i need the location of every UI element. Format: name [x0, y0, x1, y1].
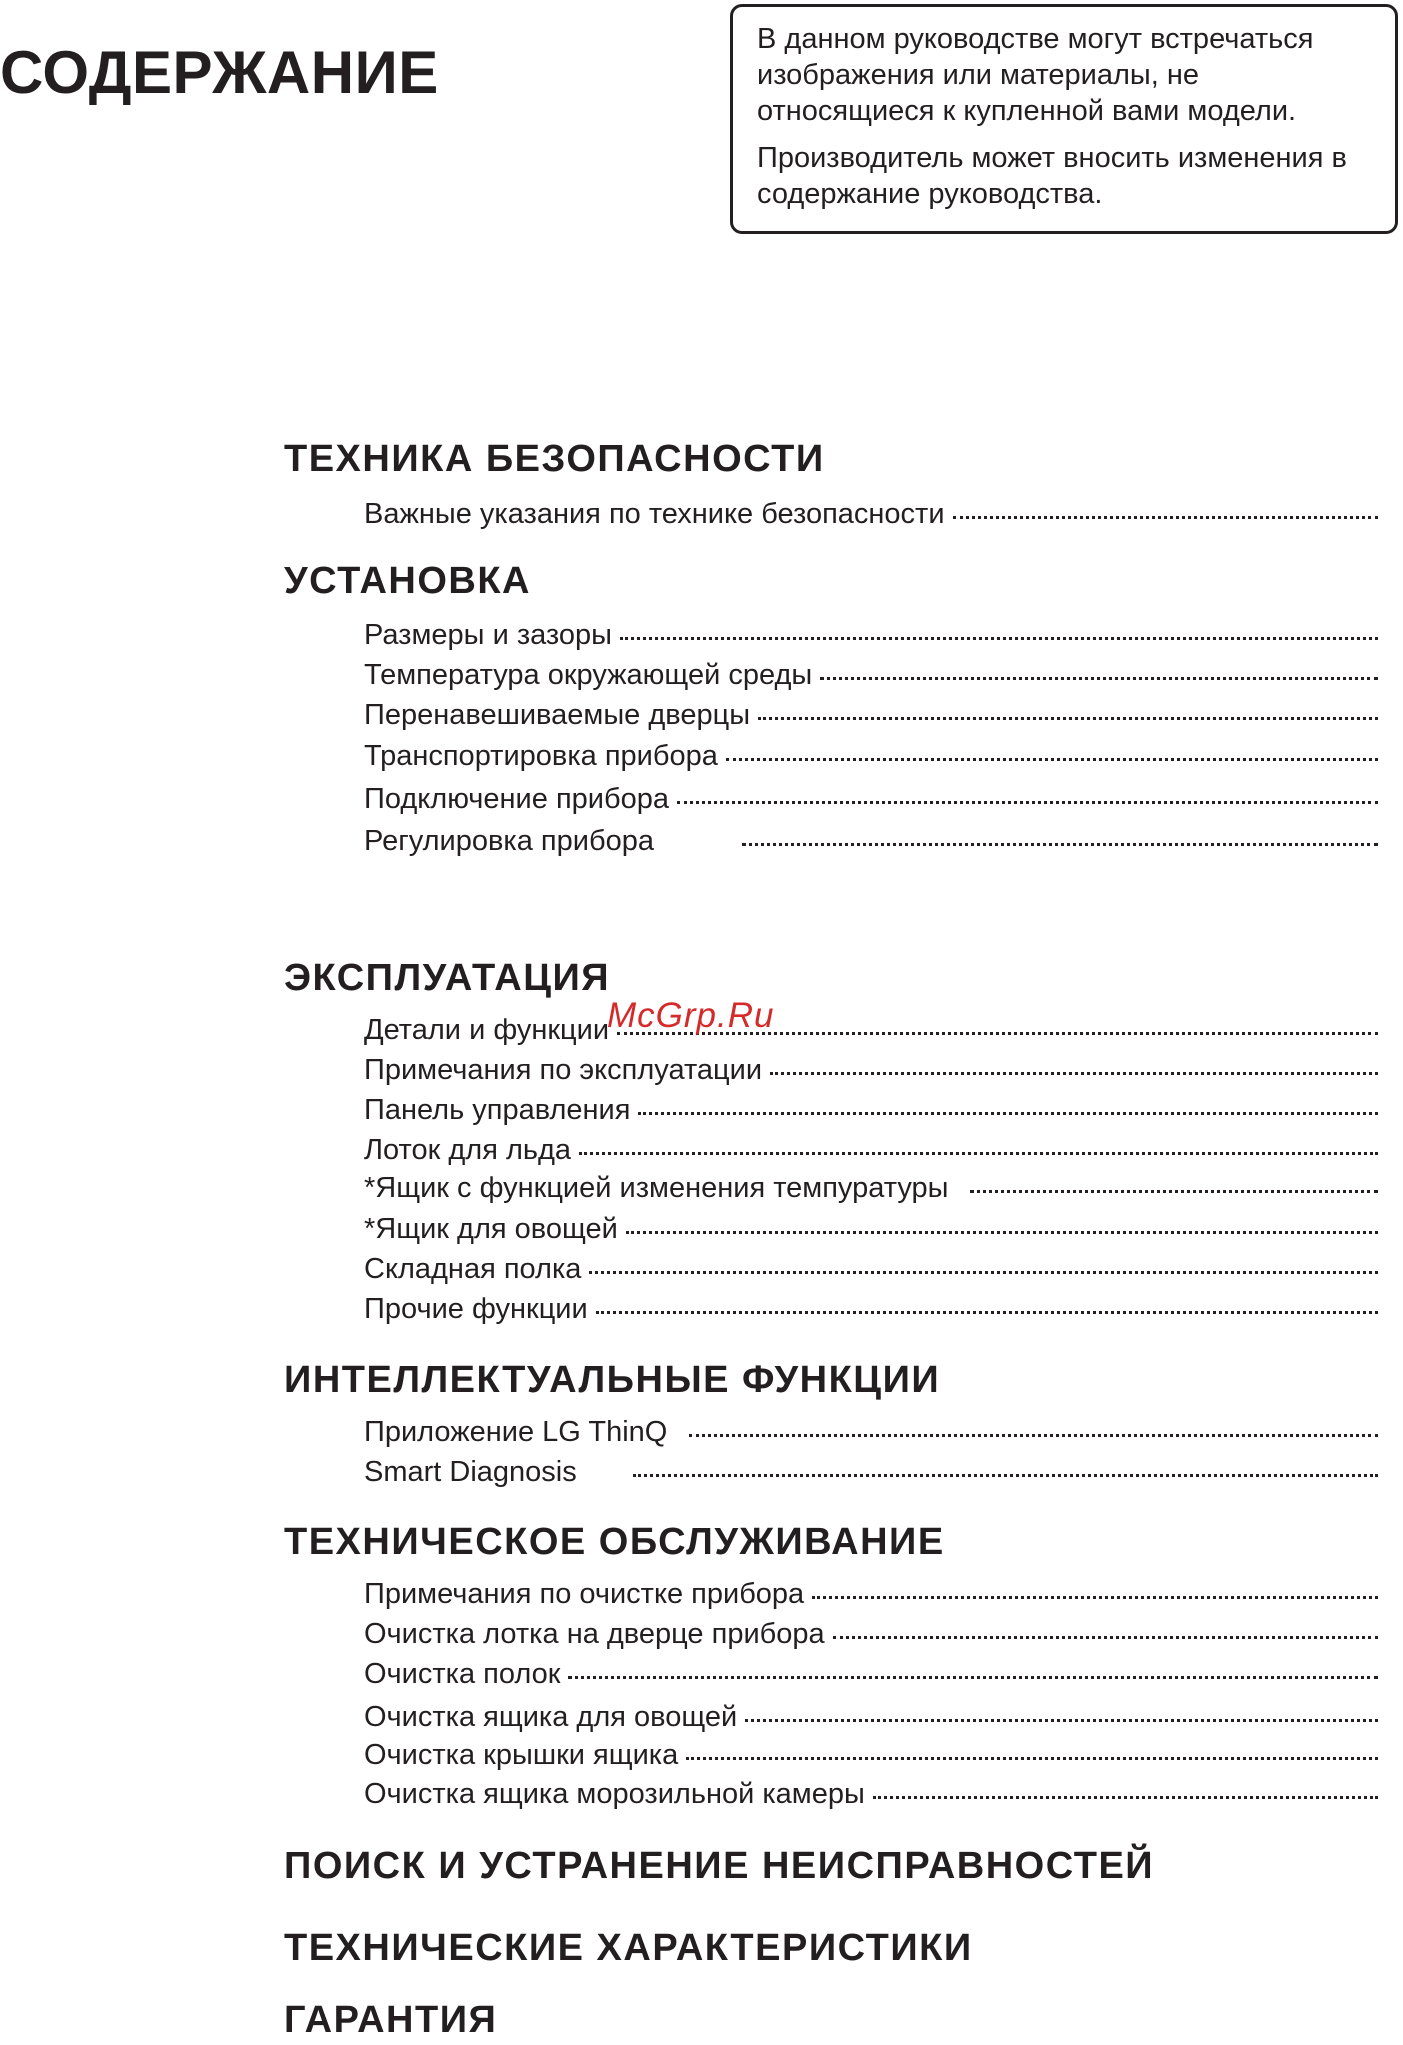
dot-leader — [953, 516, 1378, 519]
toc-entry-label: Складная полка — [364, 1253, 582, 1285]
toc-entry-label: Smart Diagnosis — [364, 1456, 577, 1488]
toc-entry-label: Очистка лотка на дверце прибора — [364, 1618, 825, 1650]
toc-entry[interactable] — [364, 1168, 1378, 1208]
section-heading-specifications: ТЕХНИЧЕСКИЕ ХАРАКТЕРИСТИКИ — [284, 1927, 973, 1969]
toc-entry-label: Подключение прибора — [364, 783, 669, 815]
section-heading-operation: ЭКСПЛУАТАЦИЯ — [284, 957, 611, 999]
toc-entry-label: *Ящик для овощей — [364, 1213, 618, 1245]
dot-leader — [677, 801, 1378, 804]
toc-entry-label: Прочие функции — [364, 1293, 588, 1325]
toc-entry-label: Размеры и зазоры — [364, 619, 613, 651]
toc-entry[interactable] — [364, 1735, 1378, 1775]
dot-leader — [633, 1474, 1378, 1477]
dot-leader — [820, 677, 1378, 680]
notice-text-models: В данном руководстве могут встречаться изображения или материалы, не относящиеся к купленной вами модели. — [757, 23, 1314, 127]
section-heading-smart-functions: ИНТЕЛЛЕКТУАЛЬНЫЕ ФУНКЦИИ — [284, 1359, 941, 1401]
toc-entry[interactable] — [364, 1289, 1378, 1329]
toc-entry-label: Панель управления — [364, 1094, 631, 1126]
toc-entry-label: Транспортировка прибора — [364, 740, 718, 772]
toc-entry[interactable] — [364, 1697, 1378, 1737]
toc-entry[interactable] — [364, 1209, 1378, 1249]
toc-entry[interactable] — [364, 615, 1378, 655]
toc-entry-label: Приложение LG ThinQ — [364, 1416, 668, 1448]
dot-leader — [589, 1271, 1378, 1274]
dot-leader — [626, 1231, 1378, 1234]
toc-entry-label: Лоток для льда — [364, 1134, 572, 1166]
toc-entry[interactable] — [364, 494, 1378, 534]
notice-text-changes: Производитель может вносить изменения в содержание руководства. — [757, 142, 1347, 210]
dot-leader — [758, 717, 1378, 720]
section-heading-troubleshooting: ПОИСК И УСТРАНЕНИЕ НЕИСПРАВНОСТЕЙ — [284, 1845, 1155, 1887]
dot-leader — [970, 1190, 1378, 1193]
section-heading-safety: ТЕХНИКА БЕЗОПАСНОСТИ — [284, 438, 825, 480]
dot-leader — [686, 1757, 1378, 1760]
toc-entry[interactable] — [364, 1010, 1378, 1050]
dot-leader — [833, 1636, 1378, 1639]
toc-entry[interactable] — [364, 1614, 1378, 1654]
toc-entry[interactable] — [364, 1574, 1378, 1614]
dot-leader — [638, 1112, 1378, 1115]
dot-leader — [579, 1152, 1378, 1155]
dot-leader — [770, 1072, 1378, 1075]
toc-entry[interactable] — [364, 779, 1378, 819]
toc-entry-label: *Ящик с функцией изменения темпуратуры — [364, 1172, 949, 1204]
toc-entry[interactable] — [364, 655, 1378, 695]
dot-leader — [873, 1796, 1378, 1799]
toc-entry[interactable] — [364, 821, 1378, 861]
dot-leader — [620, 637, 1378, 640]
toc-entry[interactable] — [364, 1412, 1378, 1452]
watermark-text: McGrp.Ru — [607, 996, 775, 1035]
toc-entry[interactable] — [364, 1452, 1378, 1492]
dot-leader — [742, 843, 1378, 846]
section-heading-warranty: ГАРАНТИЯ — [284, 1999, 498, 2041]
toc-entry-label: Очистка ящика морозильной камеры — [364, 1778, 865, 1810]
toc-entry[interactable] — [364, 1774, 1378, 1814]
toc-entry-label: Очистка крышки ящика — [364, 1739, 679, 1771]
page-title: СОДЕРЖАНИЕ — [0, 39, 439, 107]
toc-entry[interactable] — [364, 1654, 1378, 1694]
dot-leader — [596, 1311, 1378, 1314]
dot-leader — [726, 758, 1378, 761]
toc-entry-label: Температура окружающей среды — [364, 659, 813, 691]
dot-leader — [812, 1596, 1378, 1599]
toc-entry[interactable] — [364, 1090, 1378, 1130]
dot-leader — [745, 1719, 1378, 1722]
toc-entry-label: Перенавешиваемые дверцы — [364, 699, 751, 731]
toc-entry-label: Важные указания по технике безопасности — [364, 498, 945, 530]
toc-entry[interactable] — [364, 695, 1378, 735]
section-heading-maintenance: ТЕХНИЧЕСКОЕ ОБСЛУЖИВАНИЕ — [284, 1521, 945, 1563]
toc-entry[interactable] — [364, 1249, 1378, 1289]
toc-entry[interactable] — [364, 736, 1378, 776]
toc-entry-label: Примечания по эксплуатации — [364, 1054, 763, 1086]
section-heading-installation: УСТАНОВКА — [284, 560, 531, 602]
dot-leader — [568, 1676, 1378, 1679]
toc-entry[interactable] — [364, 1130, 1378, 1170]
toc-entry-label: Примечания по очистке прибора — [364, 1578, 805, 1610]
dot-leader — [689, 1434, 1378, 1437]
toc-entry-label: Очистка полок — [364, 1658, 561, 1690]
toc-entry[interactable] — [364, 1050, 1378, 1090]
toc-entry-label: Очистка ящика для овощей — [364, 1701, 738, 1733]
toc-entry-label: Регулировка прибора — [364, 825, 654, 857]
toc-entry-label: Детали и функции — [364, 1014, 610, 1046]
